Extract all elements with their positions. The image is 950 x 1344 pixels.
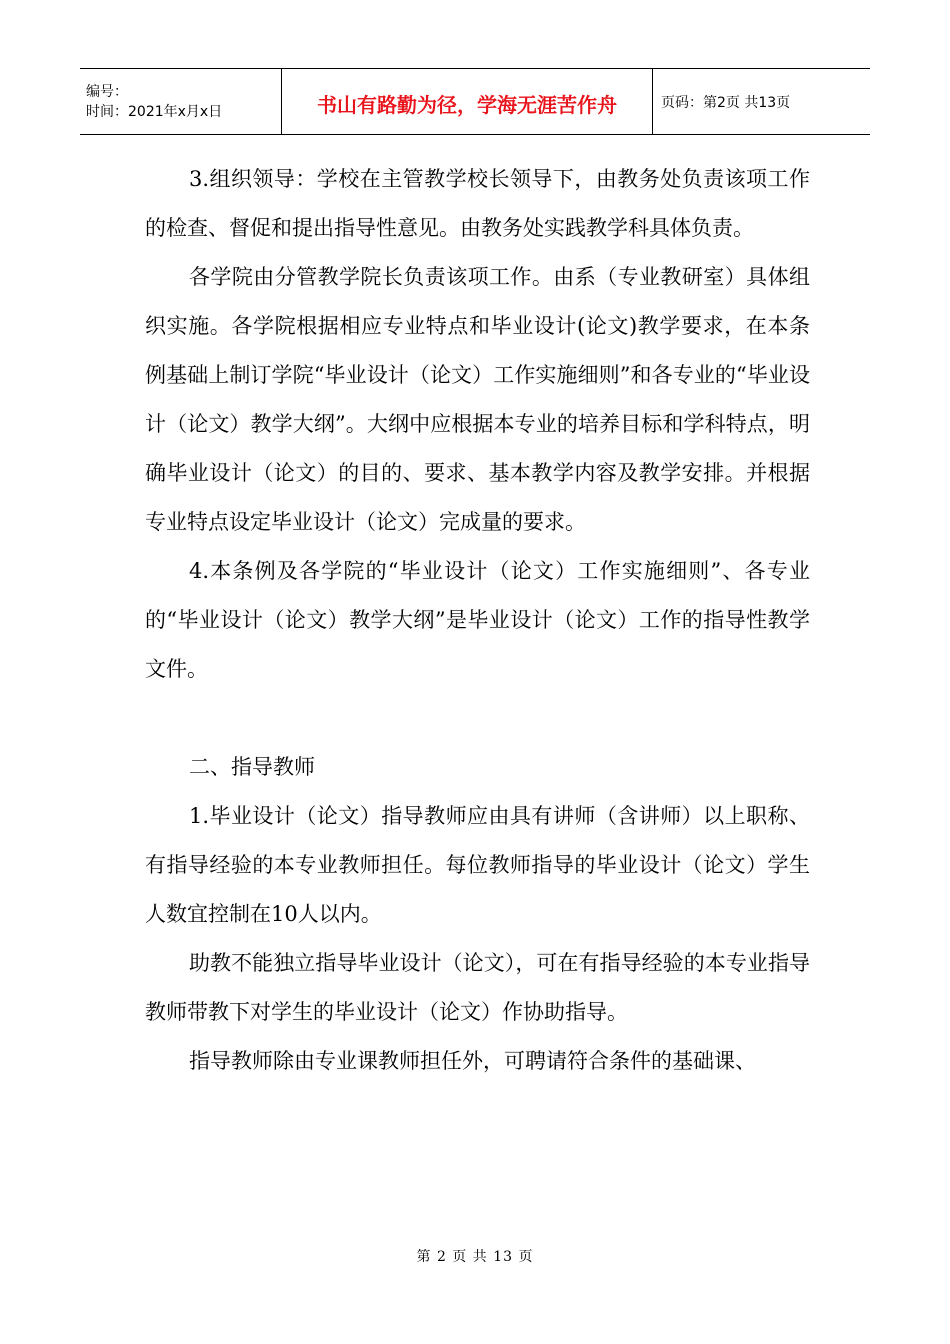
page-footer: 第 2 页 共 13 页 [416,1249,534,1265]
page-info: 页码：第2页 共13页 [661,94,791,111]
paragraph-guiding-documents: 4.本条例及各学院的“毕业设计（论文）工作实施细则”、各专业的“毕业设计（论文）教学大纲”是毕业设计（论文）工作的指导性教学文件。 [145,559,810,681]
paragraph-college-duties: 各学院由分管教学院长负责该项工作。由系（专业教研室）具体组织实施。各学院根据相应专业特点和毕业设计(论文)教学要求，在本条例基础上制订学院“毕业设计（论文）工作实施细则”和各专业的“毕业设计（论文）教学大纲”。大纲中应根据本专业的培养目标和学科特点，明确毕业设计（论文）的目的、要求、基本教学内容及教学安排。并根据专业特点设定毕业设计（论文）完成量的要求。 [145,265,810,534]
header-page-cell [653,69,870,134]
document-header [80,68,870,135]
paragraph-advisor-sources: 指导教师除由专业课教师担任外，可聘请符合条件的基础课、 [189,1049,756,1073]
document-body [145,155,810,1086]
header-meta-cell [80,69,281,134]
time-label: 时间：2021年x月x日 [86,103,223,120]
header-motto-cell [281,69,653,134]
paragraph-organization: 3.组织领导：学校在主管教学校长领导下，由教务处负责该项工作的检查、督促和提出指导性意见。由教务处实践教学科具体负责。 [145,167,810,240]
paragraph-assistant-role: 助教不能独立指导毕业设计（论文），可在有指导经验的本专业指导教师带教下对学生的毕业设计（论文）作协助指导。 [145,951,810,1024]
paragraph-advisor-qualification: 1.毕业设计（论文）指导教师应由具有讲师（含讲师）以上职称、有指导经验的本专业教师担任。每位教师指导的毕业设计（论文）学生人数宜控制在10人以内。 [145,804,810,926]
motto-text: 书山有路勤为径，学海无涯苦作舟 [317,93,617,117]
section-heading-advisors: 二、指导教师 [189,755,315,779]
number-label: 编号： [86,83,128,100]
